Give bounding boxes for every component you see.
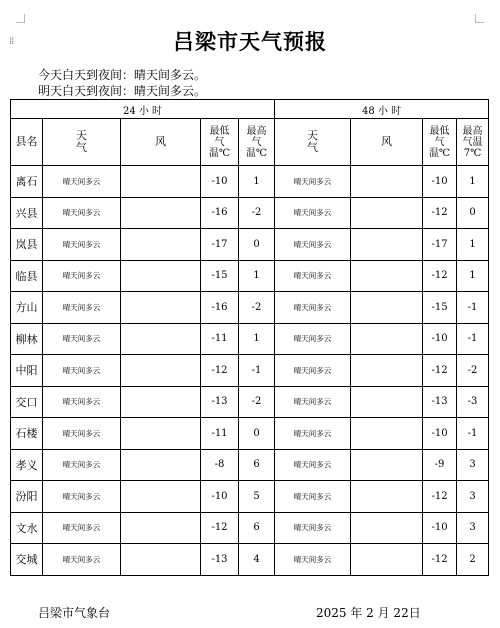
county-name: 兴县: [11, 197, 43, 229]
header-weather-48h: 天 气: [275, 119, 351, 166]
weather-48h: 晴天间多云: [275, 512, 351, 544]
weather-24h: 晴天间多云: [43, 166, 121, 198]
min-temp-24h: -8: [201, 449, 239, 481]
county-name: 临县: [11, 260, 43, 292]
min-temp-24h: -16: [201, 197, 239, 229]
table-row: [11, 260, 489, 292]
min-temp-48h: -13: [423, 386, 457, 418]
max-temp-24h: 0: [239, 418, 275, 450]
weather-48h: 晴天间多云: [275, 260, 351, 292]
weather-48h: 晴天间多云: [275, 449, 351, 481]
weather-48h: 晴天间多云: [275, 323, 351, 355]
min-temp-48h: -12: [423, 481, 457, 513]
min-temp-24h: -17: [201, 229, 239, 261]
min-temp-48h: -12: [423, 260, 457, 292]
weather-48h: 晴天间多云: [275, 386, 351, 418]
min-temp-48h: -15: [423, 292, 457, 324]
min-temp-24h: -12: [201, 512, 239, 544]
issuing-organization: 吕梁市气象台: [38, 606, 111, 620]
header-min-temp-24h: 最低 气 温℃: [201, 119, 239, 166]
header-county: 县名: [11, 119, 43, 166]
table-row: [11, 449, 489, 481]
forecast-table: [10, 99, 489, 576]
max-temp-48h: 1: [457, 260, 489, 292]
wind-24h: [121, 481, 201, 513]
max-temp-24h: 4: [239, 544, 275, 576]
min-temp-48h: -10: [423, 323, 457, 355]
min-temp-48h: -10: [423, 512, 457, 544]
weather-48h: 晴天间多云: [275, 166, 351, 198]
table-row: [11, 386, 489, 418]
header-max-temp-24h: 最高 气 温℃: [239, 119, 275, 166]
weather-48h: 晴天间多云: [275, 544, 351, 576]
min-temp-24h: -16: [201, 292, 239, 324]
wind-48h: [351, 481, 423, 513]
wind-48h: [351, 260, 423, 292]
table-row: [11, 355, 489, 387]
weather-24h: 晴天间多云: [43, 544, 121, 576]
wind-48h: [351, 512, 423, 544]
header-wind-48h: 风: [351, 119, 423, 166]
max-temp-48h: 2: [457, 544, 489, 576]
county-name: 汾阳: [11, 481, 43, 513]
max-temp-24h: 1: [239, 323, 275, 355]
min-temp-24h: -10: [201, 166, 239, 198]
max-temp-24h: -2: [239, 386, 275, 418]
header-min-temp-48h: 最低 气 温℃: [423, 119, 457, 166]
weather-48h: 晴天间多云: [275, 292, 351, 324]
min-temp-48h: -10: [423, 418, 457, 450]
page-title: 吕梁市天气预报: [173, 29, 327, 54]
min-temp-48h: -12: [423, 197, 457, 229]
wind-24h: [121, 355, 201, 387]
max-temp-24h: -2: [239, 292, 275, 324]
min-temp-48h: -10: [423, 166, 457, 198]
summary-tomorrow: 明天白天到夜间：晴天间多云。: [38, 84, 207, 98]
max-temp-24h: -2: [239, 197, 275, 229]
wind-48h: [351, 386, 423, 418]
max-temp-24h: -1: [239, 355, 275, 387]
min-temp-48h: -9: [423, 449, 457, 481]
weather-24h: 晴天间多云: [43, 355, 121, 387]
wind-48h: [351, 449, 423, 481]
table-row: [11, 512, 489, 544]
table-row: [11, 544, 489, 576]
table-row: [11, 197, 489, 229]
county-name: 交城: [11, 544, 43, 576]
max-temp-48h: -1: [457, 323, 489, 355]
wind-24h: [121, 512, 201, 544]
wind-24h: [121, 229, 201, 261]
wind-24h: [121, 292, 201, 324]
max-temp-48h: 1: [457, 229, 489, 261]
issue-date: 2025 年 2 月 22日: [316, 606, 421, 620]
max-temp-48h: 3: [457, 481, 489, 513]
weather-24h: 晴天间多云: [43, 323, 121, 355]
weather-48h: 晴天间多云: [275, 197, 351, 229]
wind-24h: [121, 449, 201, 481]
min-temp-48h: -17: [423, 229, 457, 261]
weather-24h: 晴天间多云: [43, 197, 121, 229]
max-temp-48h: 3: [457, 449, 489, 481]
weather-24h: 晴天间多云: [43, 386, 121, 418]
weather-24h: 晴天间多云: [43, 260, 121, 292]
table-row: [11, 229, 489, 261]
weather-48h: 晴天间多云: [275, 355, 351, 387]
wind-24h: [121, 418, 201, 450]
wind-48h: [351, 355, 423, 387]
wind-24h: [121, 197, 201, 229]
wind-24h: [121, 166, 201, 198]
wind-24h: [121, 260, 201, 292]
max-temp-48h: -2: [457, 355, 489, 387]
header-weather-24h: 天 气: [43, 119, 121, 166]
weather-24h: 晴天间多云: [43, 418, 121, 450]
table-row: [11, 418, 489, 450]
max-temp-48h: 3: [457, 512, 489, 544]
max-temp-48h: -3: [457, 386, 489, 418]
weather-48h: 晴天间多云: [275, 481, 351, 513]
weather-24h: 晴天间多云: [43, 292, 121, 324]
max-temp-24h: 5: [239, 481, 275, 513]
summary-today: 今天白天到夜间：晴天间多云。: [38, 68, 207, 82]
wind-48h: [351, 323, 423, 355]
wind-48h: [351, 292, 423, 324]
county-name: 岚县: [11, 229, 43, 261]
group-header-24h: 24 小 时: [11, 100, 275, 119]
min-temp-48h: -12: [423, 355, 457, 387]
table-row: [11, 292, 489, 324]
weather-24h: 晴天间多云: [43, 481, 121, 513]
county-name: 孝义: [11, 449, 43, 481]
table-row: [11, 323, 489, 355]
page-corner-mark-top-right: [475, 14, 484, 23]
min-temp-24h: -13: [201, 544, 239, 576]
min-temp-24h: -11: [201, 323, 239, 355]
county-name: 交口: [11, 386, 43, 418]
county-name: 文水: [11, 512, 43, 544]
weather-48h: 晴天间多云: [275, 418, 351, 450]
max-temp-48h: 0: [457, 197, 489, 229]
weather-24h: 晴天间多云: [43, 449, 121, 481]
max-temp-48h: 1: [457, 166, 489, 198]
county-name: 离石: [11, 166, 43, 198]
max-temp-24h: 1: [239, 166, 275, 198]
max-temp-24h: 6: [239, 512, 275, 544]
max-temp-24h: 1: [239, 260, 275, 292]
wind-48h: [351, 166, 423, 198]
max-temp-48h: -1: [457, 292, 489, 324]
min-temp-24h: -11: [201, 418, 239, 450]
county-name: 方山: [11, 292, 43, 324]
min-temp-24h: -13: [201, 386, 239, 418]
wind-48h: [351, 197, 423, 229]
table-row: [11, 166, 489, 198]
wind-48h: [351, 229, 423, 261]
min-temp-48h: -12: [423, 544, 457, 576]
wind-24h: [121, 544, 201, 576]
drag-handle-icon[interactable]: ⁞⁞: [9, 36, 14, 47]
weather-24h: 晴天间多云: [43, 512, 121, 544]
county-name: 石楼: [11, 418, 43, 450]
wind-24h: [121, 323, 201, 355]
wind-48h: [351, 418, 423, 450]
max-temp-48h: -1: [457, 418, 489, 450]
county-name: 柳林: [11, 323, 43, 355]
table-row: [11, 481, 489, 513]
min-temp-24h: -12: [201, 355, 239, 387]
header-wind-24h: 风: [121, 119, 201, 166]
weather-48h: 晴天间多云: [275, 229, 351, 261]
max-temp-24h: 6: [239, 449, 275, 481]
min-temp-24h: -10: [201, 481, 239, 513]
wind-24h: [121, 386, 201, 418]
header-max-temp-48h: 最高 气温 7℃: [457, 119, 489, 166]
wind-48h: [351, 544, 423, 576]
group-header-48h: 48 小 时: [275, 100, 489, 119]
weather-24h: 晴天间多云: [43, 229, 121, 261]
county-name: 中阳: [11, 355, 43, 387]
min-temp-24h: -15: [201, 260, 239, 292]
page-corner-mark-top-left: [16, 14, 25, 23]
max-temp-24h: 0: [239, 229, 275, 261]
